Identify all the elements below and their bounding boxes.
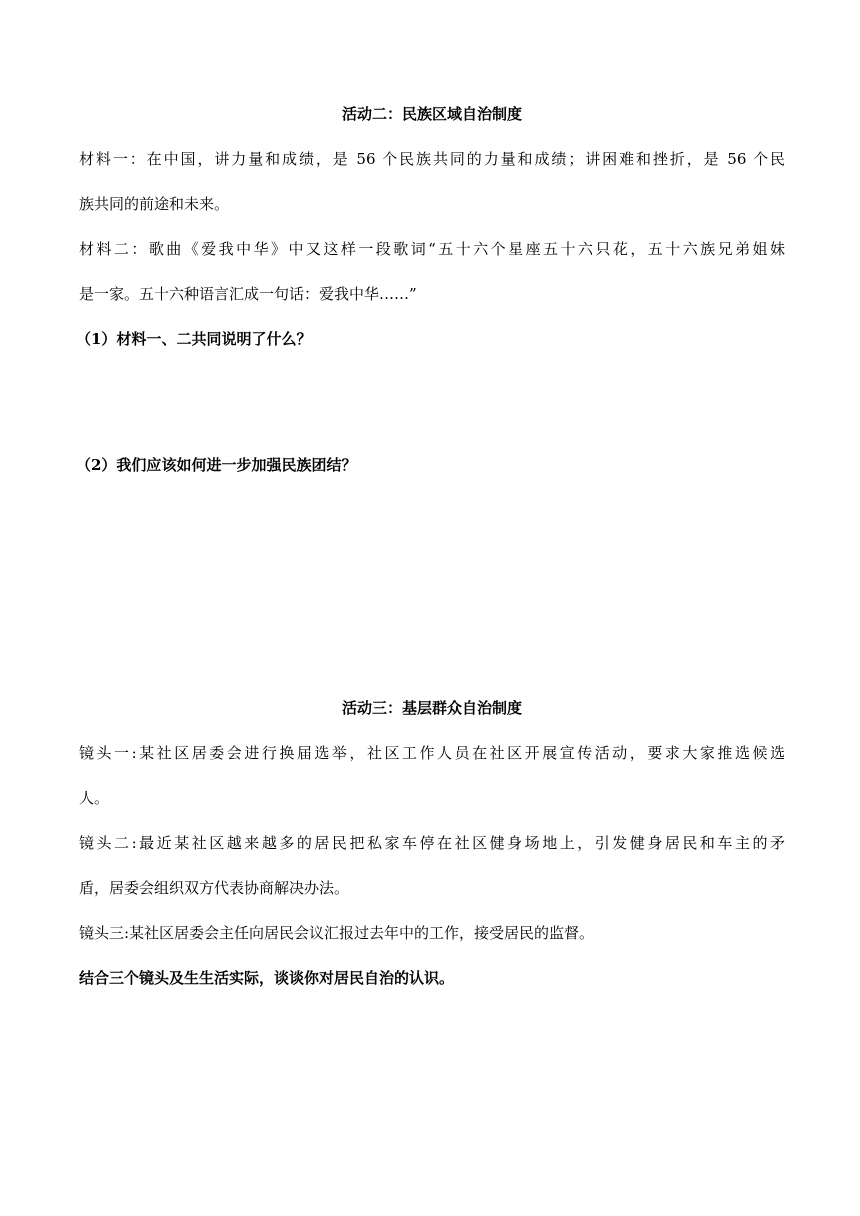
question1: （1）材料一、二共同说明了什么？	[76, 330, 312, 348]
question2: （2）我们应该如何进一步加强民族团结？	[76, 456, 357, 474]
section3-heading: 活动三：基层群众自治制度	[341, 699, 522, 717]
scene2-line2: 盾，居委会组织双方代表协商解决办法。	[79, 879, 350, 897]
scene1-line1: 镜头一:某社区居委会进行换届选举，社区工作人员在社区开展宣传活动，要求大家推选候选	[79, 744, 785, 762]
material1-line2: 族共同的前途和未来。	[79, 195, 230, 213]
material2-line1: 材料二：歌曲《爱我中华》中又这样一段歌词“五十六个星座五十六只花，五十六族兄弟姐妹	[79, 240, 785, 258]
section3-question: 结合三个镜头及生生活实际，谈谈你对居民自治的认识。	[79, 969, 455, 987]
section2-heading: 活动二：民族区域自治制度	[341, 105, 522, 123]
material2-line2: 是一家。五十六种语言汇成一句话：爱我中华……”	[79, 285, 417, 303]
scene3: 镜头三:某社区居委会主任向居民会议汇报过去年中的工作，接受居民的监督。	[79, 924, 595, 942]
scene1-line2: 人。	[79, 789, 110, 807]
material1-line1: 材料一：在中国，讲力量和成绩，是 56 个民族共同的力量和成绩；讲困难和挫折，是 56 个民	[79, 150, 785, 168]
scene2-line1: 镜头二:最近某社区越来越多的居民把私家车停在社区健身场地上，引发健身居民和车主的矛	[79, 834, 785, 852]
